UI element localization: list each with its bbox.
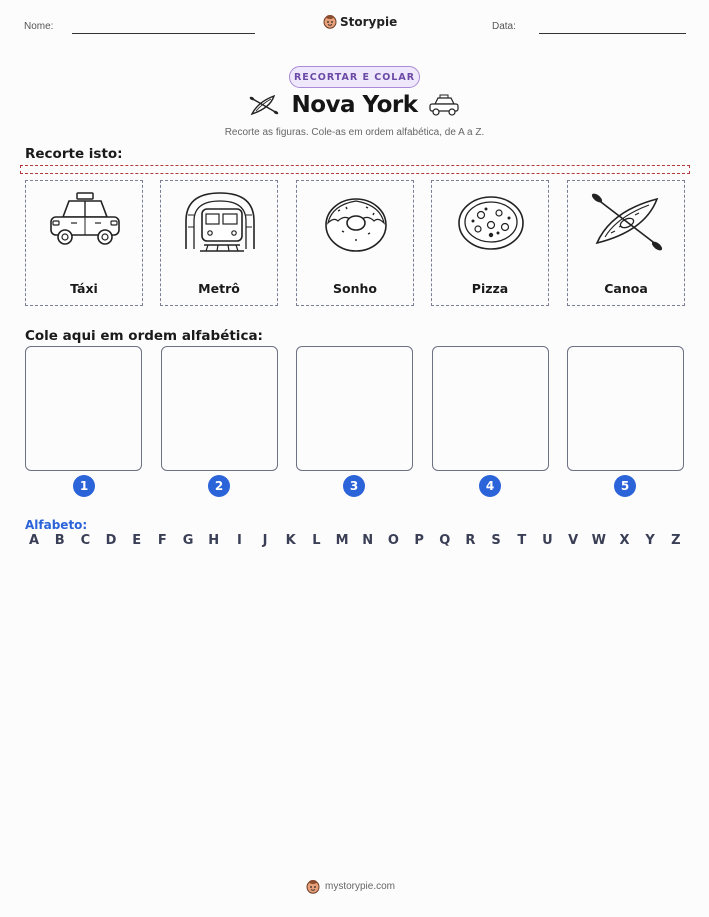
cut-card-pizza[interactable] [431,180,549,306]
pizza-icon [451,187,531,257]
cut-card-sonho[interactable] [296,180,414,306]
footer [306,879,395,894]
footer-url[interactable]: mystorypie.com [325,881,396,892]
activity-badge: RECORTAR E COLAR [289,66,420,88]
order-number-1: 1 [73,475,95,497]
paste-section-title: Cole aqui em ordem alfabética: [25,328,263,344]
alphabet-letter: L [312,533,321,548]
date-label: Data: [492,21,516,32]
cut-section-title: Recorte isto: [25,146,123,162]
alphabet-letter: Q [439,533,451,548]
taxi-icon [427,93,461,117]
alphabet-letter: R [465,533,476,548]
alphabet-row [25,533,685,548]
alphabet-letter: Z [671,533,681,548]
alphabet-letter: T [517,533,527,548]
cut-card-taxi[interactable] [25,180,143,306]
alphabet-letter: J [262,533,268,548]
alphabet-letter: Y [645,533,655,548]
paste-box-4[interactable] [432,346,549,471]
alphabet-letter: E [132,533,142,548]
cut-card-label: Sonho [333,281,377,296]
alphabet-letter: G [182,533,194,548]
alphabet-letter: I [236,533,242,548]
storypie-logo-icon [306,879,320,894]
page-title: Nova York [291,92,418,118]
subway-train-icon [180,187,260,257]
alphabet-letter: N [362,533,374,548]
cut-dashed-line [20,165,690,174]
canoe-icon [587,187,667,257]
taxi-icon [45,187,125,257]
alphabet-letter: M [335,533,349,548]
paste-box-1[interactable] [25,346,142,471]
alphabet-letter: W [591,533,606,548]
alphabet-letter: V [568,533,579,548]
brand-name: Storypie [340,14,398,29]
order-number-2: 2 [208,475,230,497]
storypie-brand [323,14,397,29]
alphabet-letter: D [105,533,117,548]
alphabet-letter: U [542,533,553,548]
paste-box-2[interactable] [161,346,278,471]
cut-card-label: Pizza [471,281,509,296]
donut-icon [316,187,396,257]
alphabet-letter: B [54,533,65,548]
alphabet-letter: P [414,533,424,548]
order-number-3: 3 [343,475,365,497]
storypie-logo-icon [323,14,337,29]
alphabet-letter: H [208,533,220,548]
cut-card-label: Metrô [198,281,240,296]
date-line[interactable] [539,33,686,34]
alphabet-letter: K [285,533,296,548]
paste-box-3[interactable] [296,346,413,471]
instructions: Recorte as figuras. Cole-as em ordem alfabética, de A a Z. [224,127,485,138]
alphabet-letter: X [619,533,630,548]
order-number-4: 4 [479,475,501,497]
alphabet-letter: O [387,533,399,548]
cut-card-canoa[interactable] [567,180,685,306]
cut-card-metro[interactable] [160,180,278,306]
cut-card-label: Canoa [604,281,648,296]
alphabet-letter: C [80,533,91,548]
order-number-5: 5 [614,475,636,497]
name-line[interactable] [72,33,255,34]
cut-card-label: Táxi [70,281,98,296]
alphabet-letter: A [28,533,40,548]
name-label: Nome: [24,21,54,32]
alphabet-title: Alfabeto: [25,518,88,532]
alphabet-letter: S [491,533,501,548]
alphabet-letter: F [157,533,167,548]
paste-box-5[interactable] [567,346,684,471]
